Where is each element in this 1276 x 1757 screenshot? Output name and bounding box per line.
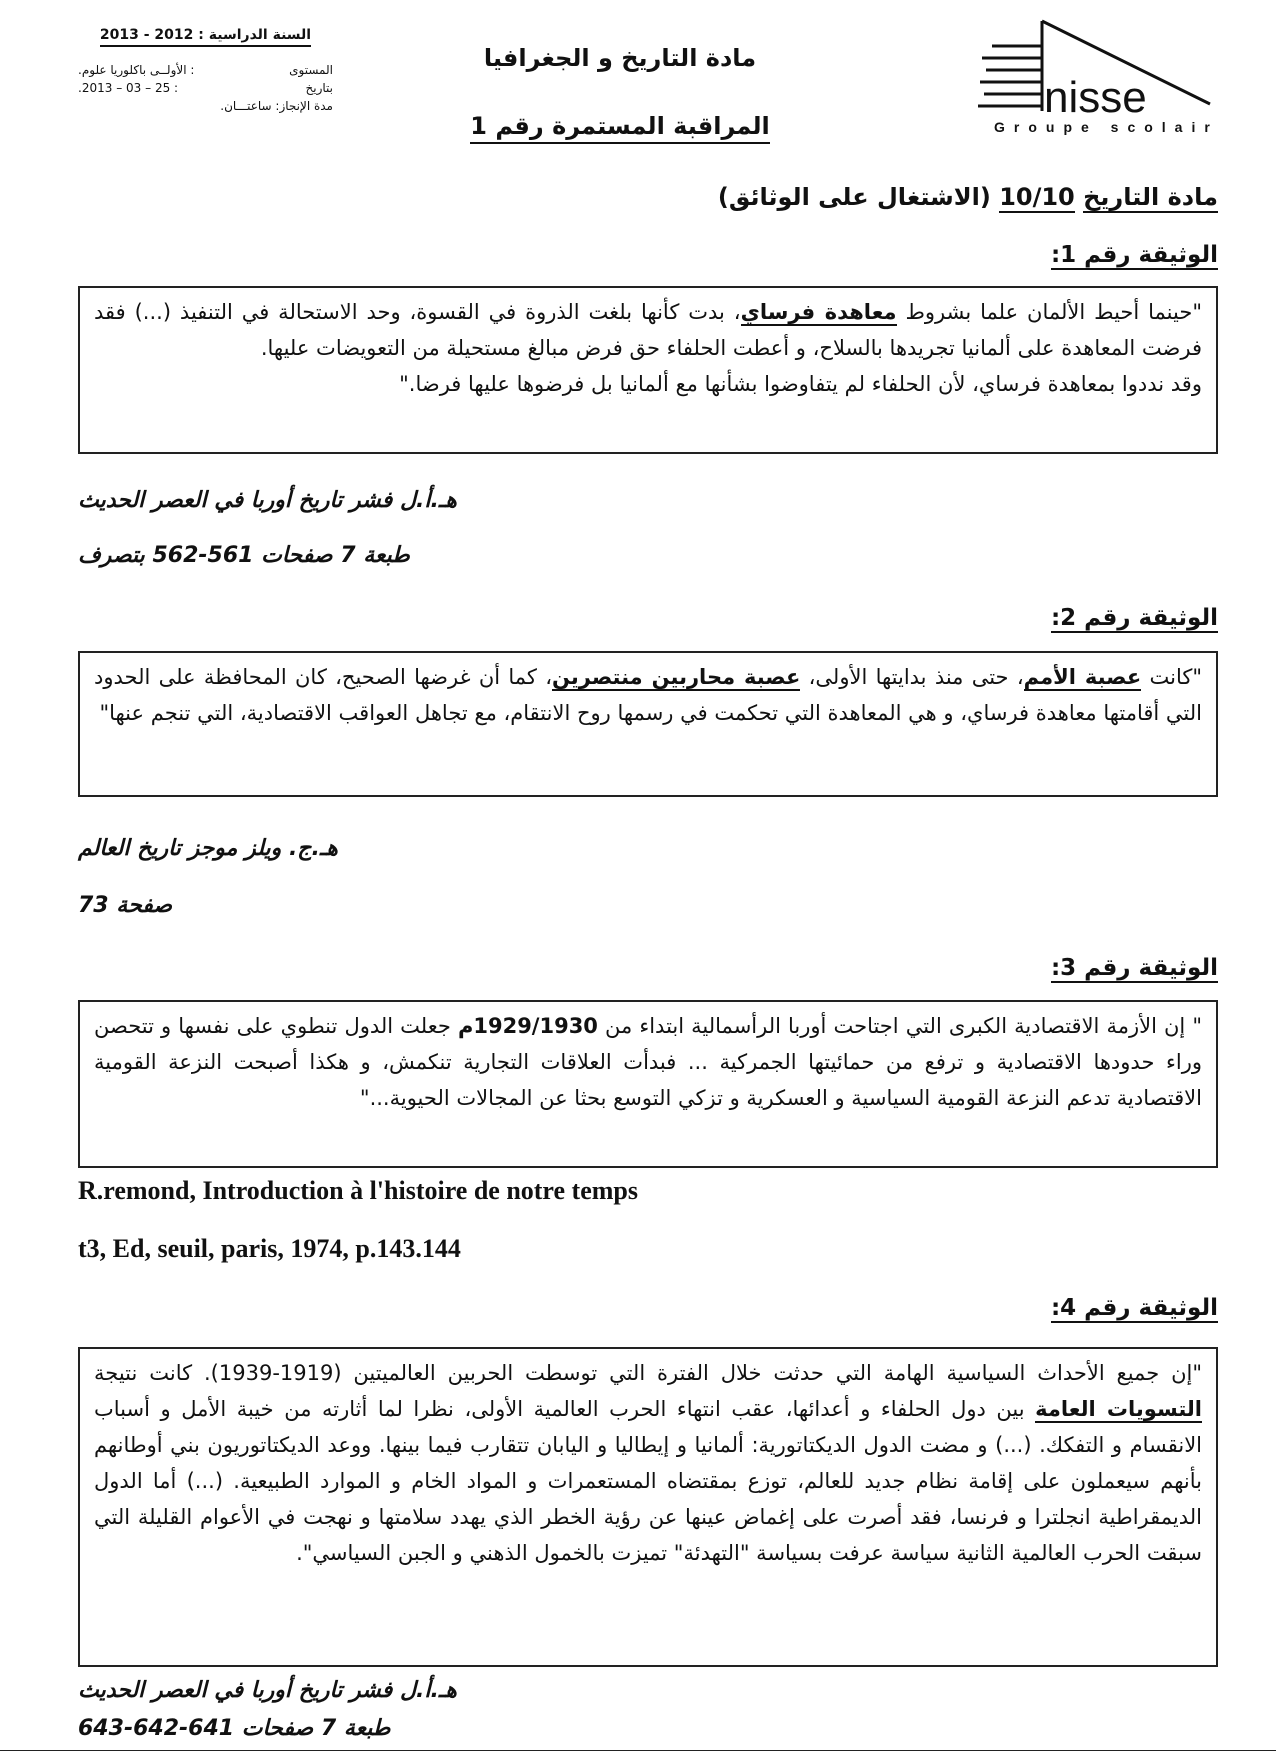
doc2-highlight-2: عصبة محاربين منتصرين bbox=[552, 665, 801, 689]
doc1-line2: وقد نددوا بمعاهدة فرساي، لأن الحلفاء لم يتفاوضوا بشأنها مع ألمانيا بل فرضوها عليها فرضا." bbox=[399, 372, 1202, 396]
level-label: المستوى bbox=[289, 63, 333, 77]
logo-graphic bbox=[972, 16, 1218, 136]
doc4-title-text: الوثيقة رقم 4: bbox=[1050, 1295, 1218, 1321]
date-value: : 25 – 03 – 2013. bbox=[78, 81, 179, 95]
section-title-suffix: (الاشتغال على الوثائق) bbox=[717, 183, 991, 211]
doc1-highlight: معاهدة فرساي bbox=[740, 300, 897, 324]
duration: مدة الإنجاز: ساعتـــان. bbox=[220, 99, 333, 113]
doc2-text-c: ، كما أن غرضها الصحيح، كان المحافظة على الحدود التي أقامتها معاهدة فرساي، و هي المعاهدة التي تحكمت في رسمها روح الانتقام، مع تجاهل العواقب الاقتصادية، التي تنجم عنها" bbox=[94, 665, 1202, 725]
doc4-source-1: هـ.أ.ل فشر تاريخ أوربا في العصر الحديث bbox=[78, 1678, 457, 1703]
doc1-box bbox=[78, 286, 1218, 454]
logo-wordmark: nisse bbox=[1044, 73, 1147, 122]
exam-title bbox=[455, 112, 785, 140]
doc2-text-b: ، حتى منذ بدايتها الأولى، bbox=[800, 665, 1024, 689]
doc3-text-a: " إن الأزمة الاقتصادية الكبرى التي اجتاحت أوربا الرأسمالية ابتداء من bbox=[597, 1014, 1202, 1038]
doc2-paragraph bbox=[94, 659, 1202, 731]
doc3-title bbox=[1051, 955, 1218, 981]
doc2-source-2: صفحة 73 bbox=[78, 893, 173, 918]
doc4-title bbox=[1051, 1295, 1218, 1321]
doc4-box bbox=[78, 1347, 1218, 1667]
doc2-title bbox=[1051, 605, 1218, 631]
doc3-source-2: t3, Ed, seuil, paris, 1974, p.143.144 bbox=[78, 1234, 461, 1263]
doc3-box bbox=[78, 1000, 1218, 1168]
doc1-title-text: الوثيقة رقم 1: bbox=[1050, 242, 1218, 268]
section-score: 10/10 bbox=[999, 183, 1075, 211]
doc4-highlight: التسويات العامة bbox=[1035, 1397, 1202, 1421]
exam-title-text: المراقبة المستمرة رقم 1 bbox=[470, 112, 769, 144]
doc1-source-1: هـ.أ.ل فشر تاريخ أوربا في العصر الحديث bbox=[78, 488, 457, 513]
doc3-title-text: الوثيقة رقم 3: bbox=[1050, 955, 1218, 981]
doc4-text-b: بين دول الحلفاء و أعدائها، عقب انتهاء الحرب العالمية الأولى، نظرا لما أثارته من خيبة الأمل و أسباب الانقسام و التفكك. (...) و مضت الدول الديكتاتورية: ألمانيا و إيطاليا و اليابان تتقارب فيما بينها. ووعد الديكتاتوريون بني أوطانهم بأنهم سيعملون على إقامة نظام جديد للعالم، توزع بمقتضاه المستعمرات و المواد الخام و الموارد الطبيعية. (...) أما الدول الديمقراطية انجلترا و فرنسا، فقد أصرت على إغماض عينها عن رؤية الخطر الذي يهدد سلامتها و نهجت في الأعوام القليلة التي سبقت الحرب العالمية الثانية سياسة عرفت بسياسة "التهدئة" تميزت بالخمول الذهني و الجبن السياسي". bbox=[94, 1397, 1202, 1565]
doc2-source-1: هـ.ج. ويلز موجز تاريخ العالم bbox=[78, 836, 338, 861]
page-bottom-rule bbox=[0, 1750, 1276, 1751]
doc4-text-a: "إن جميع الأحداث السياسية الهامة التي حدثت خلال الفترة التي توسطت الحربين العالميتين (1919-1939). كانت نتيجة bbox=[94, 1361, 1202, 1385]
doc1-title bbox=[1051, 242, 1218, 268]
date-label: بتاريخ bbox=[305, 81, 333, 95]
doc1-text-b: ، بدت كأنها بلغت الذروة في القسوة، وحد الاستحالة في التنفيذ (...) فقد فرضت المعاهدة على ألمانيا تجريدها بالسلاح، و أعطت الحلفاء حق فرض مبالغ مستحيلة من التعويضات عليها. bbox=[94, 300, 1202, 360]
doc1-paragraph bbox=[94, 294, 1202, 366]
school-year: السنة الدراسية : 2012 - 2013 bbox=[100, 26, 311, 47]
level-value: : الأولــى باكلوريا علوم. bbox=[78, 63, 195, 77]
doc2-box bbox=[78, 651, 1218, 797]
school-logo bbox=[972, 16, 1218, 136]
doc2-text-a: "كانت bbox=[1141, 665, 1202, 689]
doc1-source-2: طبعة 7 صفحات 561-562 بتصرف bbox=[78, 543, 410, 568]
doc2-highlight-1: عصبة الأمم bbox=[1023, 665, 1142, 689]
section-heading bbox=[718, 183, 1218, 211]
section-title-prefix: مادة التاريخ bbox=[1083, 183, 1218, 211]
doc2-title-text: الوثيقة رقم 2: bbox=[1050, 605, 1218, 631]
doc3-source-1: R.remond, Introduction à l'histoire de notre temps bbox=[78, 1176, 638, 1205]
doc3-paragraph bbox=[94, 1008, 1202, 1116]
doc4-paragraph bbox=[94, 1355, 1202, 1571]
doc3-highlight: 1929/1930م bbox=[457, 1014, 598, 1038]
doc3-text-b: جعلت الدول تنطوي على نفسها و تتحصن وراء حدودها الاقتصادية و ترفع من حمائيتها الجمركية ... فبدأت العلاقات التجارية تنكمش، و هكذا أصبحت النزعة القومية الاقتصادية تدعم النزعة القومية السياسية و العسكرية و تزكي التوسع بحثا عن المجالات الحيوية..." bbox=[94, 1014, 1202, 1110]
doc4-source-2: طبعة 7 صفحات 641-642-643 bbox=[78, 1716, 391, 1741]
logo-subtitle: Groupe scolaire bbox=[994, 119, 1218, 135]
exam-meta bbox=[78, 26, 333, 115]
subject-title: مادة التاريخ و الجغرافيا bbox=[483, 44, 757, 72]
doc1-text-a: "حينما أحيط الألمان علما بشروط bbox=[896, 300, 1202, 324]
